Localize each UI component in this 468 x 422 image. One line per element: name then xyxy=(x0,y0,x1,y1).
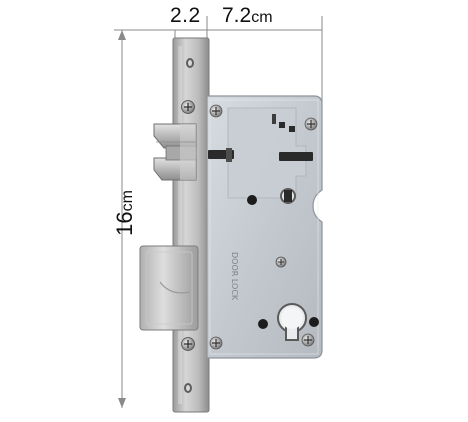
faceplate-screw xyxy=(182,338,195,351)
faceplate-screw xyxy=(186,58,194,68)
latch-bolt xyxy=(154,124,196,180)
height-unit: cm xyxy=(119,190,136,212)
backset-label xyxy=(222,4,273,28)
faceplate-width-label xyxy=(170,4,201,28)
deadbolt xyxy=(140,246,198,330)
faceplate-screw xyxy=(184,383,192,393)
height-value: 16 xyxy=(112,211,137,236)
backset-unit: cm xyxy=(251,9,273,26)
bolt-slot xyxy=(279,152,313,161)
backset-value: 7.2 xyxy=(222,4,252,27)
pin-hole xyxy=(247,195,257,205)
arrow-up xyxy=(118,30,126,40)
faceplate-screw xyxy=(182,101,195,114)
body-screw xyxy=(210,337,222,349)
body-screw xyxy=(276,257,286,267)
body-screw xyxy=(210,105,222,117)
body-screw xyxy=(305,118,317,130)
faceplate xyxy=(173,38,209,412)
body-marking: DOOR LOCK xyxy=(230,252,239,301)
height-label xyxy=(112,168,138,258)
faceplate-width-value: 2.2 xyxy=(170,4,201,27)
arrow-down xyxy=(118,398,126,408)
lock-body xyxy=(207,96,322,358)
body-screw xyxy=(302,334,314,346)
